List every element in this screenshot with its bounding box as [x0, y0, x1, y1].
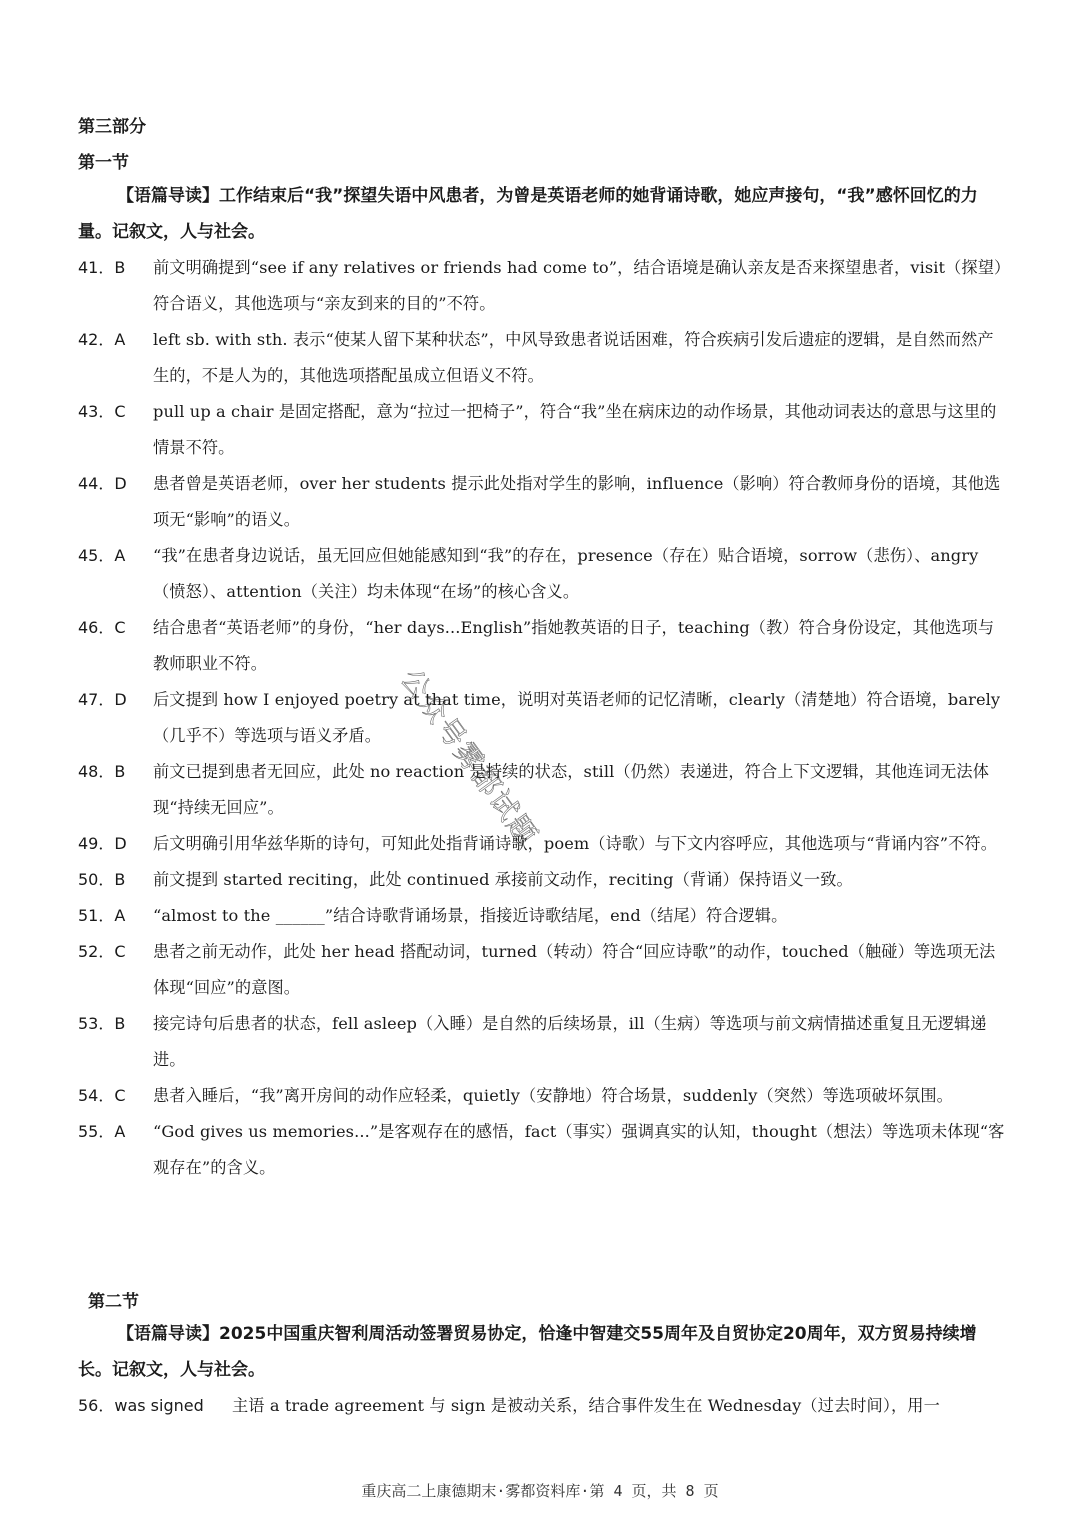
answer-number: 55．A: [78, 1122, 126, 1141]
answer-explanation: 结合患者“英语老师”的身份，“her days...English”指她教英语的日子，teaching（教）符合身份设定，其他选项与教师职业不符。: [153, 618, 995, 673]
answer-number: 42．A: [78, 330, 126, 349]
answer-explanation: 接完诗句后患者的状态，fell asleep（入睡）是自然的后续场景，ill（生病）等选项与前文病情描述重复且无逻辑递进。: [153, 1014, 987, 1069]
answer-explanation: “almost to the ______”结合诗歌背诵场景，指接近诗歌结尾，end（结尾）符合逻辑。: [153, 906, 788, 925]
answer-number: 47．D: [78, 690, 127, 709]
answer-number: 49．D: [78, 834, 127, 853]
answer-number: 56．was signed: [78, 1396, 204, 1415]
answer-item: [0, 1114, 1080, 1186]
answer-number: 48．B: [78, 762, 126, 781]
answer-explanation: left sb. with sth. 表示“使某人留下某种状态”，中风导致患者说话困难，符合疾病引发后遗症的逻辑，是自然而然产生的，不是人为的，其他选项搭配虽成立但语义不符。: [153, 330, 994, 385]
answer-number: 54．C: [78, 1086, 126, 1105]
answer-explanation: pull up a chair 是固定搭配，意为“拉过一把椅子”，符合“我”坐在病床边的动作场景，其他动词表达的意思与这里的情景不符。: [153, 402, 997, 457]
answer-number: 43．C: [78, 402, 126, 421]
answer-item: [0, 394, 1080, 466]
answer-item: [0, 862, 1080, 898]
answer-item: [0, 898, 1080, 934]
section-two-title: 第二节: [88, 1292, 139, 1312]
answer-explanation: 前文提到 started reciting，此处 continued 承接前文动作，reciting（背诵）保持语义一致。: [153, 870, 853, 889]
answer-explanation: 主语 a trade agreement 与 sign 是被动关系，结合事件发生在 Wednesday（过去时间），用一: [232, 1396, 940, 1415]
answer-explanation: 前文已提到患者无回应，此处 no reaction 是持续的状态，still（仍然）表递进，符合上下文逻辑，其他连词无法体现“持续无回应”。: [153, 762, 989, 817]
answer-explanation: 患者入睡后，“我”离开房间的动作应轻柔，quietly（安静地）符合场景，suddenly（突然）等选项破坏氛围。: [153, 1086, 953, 1105]
page-footer: 重庆高二上康德期末·雾都资料库·第 4 页，共 8 页: [361, 1482, 719, 1500]
section-one-title: 第一节: [78, 153, 129, 173]
answer-item: [0, 934, 1080, 1006]
reading-guide-two: 【语篇导读】2025中国重庆智利周活动签署贸易协定，恰逢中智建交55周年及自贸协定20周年，双方贸易持续增长。记叙文，人与社会。: [78, 1324, 977, 1380]
answer-item: [0, 466, 1080, 538]
answer-explanation: 后文明确引用华兹华斯的诗句，可知此处指背诵诗歌，poem（诗歌）与下文内容呼应，其他选项与“背诵内容”不符。: [153, 834, 997, 853]
answer-item: [0, 538, 1080, 610]
reading-guide-one: 【语篇导读】工作结束后“我”探望失语中风患者，为曾是英语老师的她背诵诗歌，她应声接句，“我”感怀回忆的力量。记叙文，人与社会。: [78, 186, 978, 242]
answer-item: [0, 250, 1080, 322]
answer-list: [0, 250, 1080, 1186]
answer-item: [0, 1006, 1080, 1078]
part-title: 第三部分: [78, 117, 146, 137]
answer-explanation: “我”在患者身边说话，虽无回应但她能感知到“我”的存在，presence（存在）贴合语境，sorrow（悲伤）、angry（愤怒）、attention（关注）均未体现“在场”的核心含义。: [153, 546, 979, 601]
answer-item: [0, 754, 1080, 826]
answer-item: [0, 1078, 1080, 1114]
answer-number: 44．D: [78, 474, 127, 493]
answer-number: 51．A: [78, 906, 126, 925]
answer-explanation: 患者之前无动作，此处 her head 搭配动词，turned（转动）符合“回应诗歌”的动作，touched（触碰）等选项无法体现“回应”的意图。: [153, 942, 996, 997]
answer-item: [0, 1388, 1080, 1424]
answer-number: 46．C: [78, 618, 126, 637]
answer-explanation: 患者曾是英语老师，over her students 提示此处指对学生的影响，influence（影响）符合教师身份的语境，其他选项无“影响”的语义。: [153, 474, 1001, 529]
answer-number: 45．A: [78, 546, 126, 565]
answer-explanation: “God gives us memories...”是客观存在的感悟，fact（事实）强调真实的认知，thought（想法）等选项未体现“客观存在”的含义。: [153, 1122, 1005, 1177]
answer-number: 52．C: [78, 942, 126, 961]
answer-number: 50．B: [78, 870, 126, 889]
watermark: 公众号雾都试题: [394, 662, 545, 853]
answer-item: [0, 682, 1080, 754]
answer-number: 53．B: [78, 1014, 126, 1033]
answer-number: 41．B: [78, 258, 126, 277]
answer-item: [0, 610, 1080, 682]
answer-explanation: 后文提到 how I enjoyed poetry at that time，说明对英语老师的记忆清晰，clearly（清楚地）符合语境，barely（几乎不）等选项与语义矛盾。: [153, 690, 1001, 745]
answer-explanation: 前文明确提到“see if any relatives or friends had come to”，结合语境是确认亲友是否来探望患者，visit（探望）符合语义，其他选项与“亲友到来的目的”不符。: [153, 258, 1003, 313]
answer-item: [0, 322, 1080, 394]
